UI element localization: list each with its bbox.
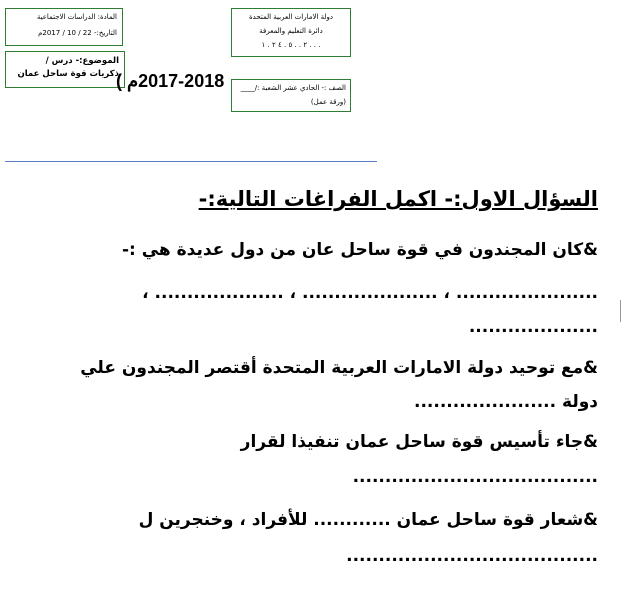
- subject-label: المادة: الدراسات الاجتماعية: [36, 13, 117, 21]
- school-code-label: . . . ٢ . . ٥ . ٤ ٢ . ١: [261, 41, 321, 49]
- question-item-1: &كان المجندون في قوة ساحل عان من دول عديدة هي :-: [121, 240, 598, 260]
- question-item-2-continuation[interactable]: دولة ......................: [414, 392, 598, 412]
- header-divider: [5, 161, 377, 162]
- question-item-2: &مع توحيد دولة الامارات العربية المتحدة أقتصر المجندون علي: [80, 358, 598, 378]
- class-box: [231, 79, 351, 112]
- question-item-1-blanks[interactable]: ...................... ، ..................... ، .................... ،: [142, 283, 598, 303]
- worksheet-label: (ورقة عمل): [310, 98, 346, 106]
- question-item-4-continuation[interactable]: .......................................: [346, 546, 598, 566]
- date-label: التاريخ:- 22 / 10 / 2017م: [38, 29, 117, 37]
- question-item-3: &جاء تأسيس قوة ساحل عمان تنفيذا لقرار: [240, 432, 598, 452]
- question-item-3-continuation[interactable]: ......................................: [352, 467, 598, 487]
- lesson-title-label: ذكريات قوة ساحل عمان: [17, 69, 119, 79]
- lesson-box: [5, 51, 125, 88]
- page-edge-mark: [620, 300, 625, 322]
- academic-year: 2017-2018م ): [116, 71, 225, 91]
- question-item-4: &شعار قوة ساحل عمان ............ للأفراد ، وخنجرين ل: [138, 510, 598, 530]
- country-label: دولة الامارات العربية المتحدة: [248, 13, 334, 21]
- subject-info-box: [5, 8, 123, 46]
- department-label: دائرة التعليم والمعرفة: [259, 27, 323, 35]
- lesson-topic-label: الموضوع:- درس /: [45, 56, 119, 66]
- class-label: الصف :- الحادي عشر الشعبة :/____: [240, 84, 346, 92]
- ministry-box: [231, 8, 351, 57]
- question-title: السؤال الاول:- اكمل الفراغات التالية:-: [198, 187, 598, 211]
- question-item-1-continuation[interactable]: ....................: [468, 317, 598, 337]
